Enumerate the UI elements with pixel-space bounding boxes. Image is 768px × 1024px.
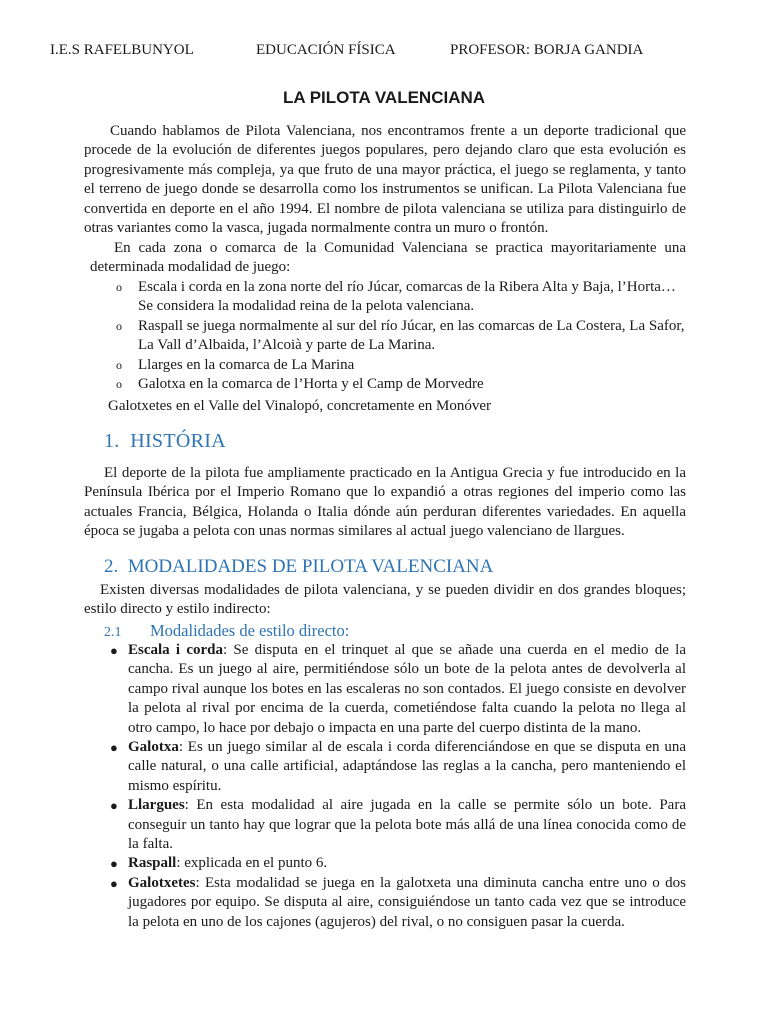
list-item: ● Galotxetes: Esta modalidad se juega en la galotxeta una diminuta cancha entre uno o dos jugadores por equipo. Se disputa al aire, consiguiéndose un tanto cada vez que se introduce la pelota en uno de los cajones (agujeros) del rival, o no consiguen pasar la cuerda. — [110, 874, 686, 930]
header-subject: EDUCACIÓN FÍSICA — [256, 42, 396, 58]
list-item: ● Galotxa: Es un juego similar al de escala i corda diferenciándose en que se disputa en una calle natural, o una calle artificial, adaptándose las reglas a la cancha, pero manteniendo el mismo espíritu. — [110, 739, 686, 794]
zones-intro: En cada zona o comarca de la Comunidad Valenciana se practica mayoritariamente una determinada modalidad de juego: — [90, 240, 686, 276]
intro-paragraph: Cuando hablamos de Pilota Valenciana, nos encontramos frente a un deporte tradicional que procede de la evolución de diferentes juegos populares, pero dejando claro que esta evolución es progresivamente más compleja, ya que fruto de una mayor práctica, el juego se reglamenta, y tanto el terreno de juego donde se desarrolla como los instrumentos se unifican. La Pilota Valenciana fue convertida en deporte en el año 1994. El nombre de pilota valenciana se utiliza para distinguirlo de otras variantes como la vasca, jugada normalmente contra un muro o frontón. — [84, 123, 686, 237]
list-item: ● Raspall: explicada en el punto 6. — [110, 855, 328, 872]
list-item: o Escala i corda en la zona norte del río Júcar, comarcas de la Ribera Alta y Baja, l’Horta… Se considera la modalidad reina de la pelota valenciana. — [116, 279, 676, 315]
list-item: ● Escala i corda: Se disputa en el trinquet al que se añade una cuerda en el medio de la cancha. Es un juego al aire, permitiéndose sólo un bote de la pelota antes de devolverla al campo rival aunque los botes en las escaleras no son contados. El juego consiste en devolver la pelota al rival por encima de la cuerda, cometiéndose falta cuando la pelota no llega al otro campo, lo hace por debajo o impacta en una parte del cuerpo distinta de la mano. — [110, 642, 687, 736]
list-item: o Llarges en la comarca de La Marina — [116, 356, 355, 373]
section1-heading: 1. HISTÓRIA — [104, 430, 226, 452]
list-item: o Raspall se juega normalmente al sur del río Júcar, en las comarcas de La Costera, La Safor, La Vall d’Albaida, l’Alcoià y parte de La Marina. — [116, 317, 685, 354]
zones-list — [116, 278, 686, 394]
page-title: LA PILOTA VALENCIANA — [282, 88, 486, 107]
header-teacher: PROFESOR: BORJA GANDIA — [450, 42, 644, 58]
list-item: o Galotxa en la comarca de l’Horta y el Camp de Morvedre — [116, 376, 484, 393]
subsection-heading: 2.1 Modalidades de estilo directo: — [104, 621, 350, 640]
list-item: ● Llargues: En esta modalidad al aire jugada en la calle se permite sólo un bote. Para conseguir un tanto hay que lograr que la pelota bote más allá de una línea conocida como de la falta. — [110, 797, 686, 853]
section1-paragraph: El deporte de la pilota fue ampliamente practicado en la Antigua Grecia y fue introducido en la Península Ibérica por el Imperio Romano que lo expandió a otras regiones del imperio como las actuales Francia, Bélgica, Holanda o Italia dónde aún perduran diferentes variedades. En aquella época se jugaba a pelota con unas normas similares al actual juego valenciano de llargues. — [84, 465, 686, 540]
modalities-list — [110, 641, 686, 932]
section2-heading: 2. MODALIDADES DE PILOTA VALENCIANA — [104, 556, 494, 577]
section2-paragraph: Existen diversas modalidades de pilota valenciana, y se pueden dividir en dos grandes bloques; estilo directo y estilo indirecto: — [84, 582, 686, 618]
header-school: I.E.S RAFELBUNYOL — [50, 42, 194, 58]
zones-extra: Galotxetes en el Valle del Vinalopó, concretamente en Monóver — [108, 398, 491, 414]
